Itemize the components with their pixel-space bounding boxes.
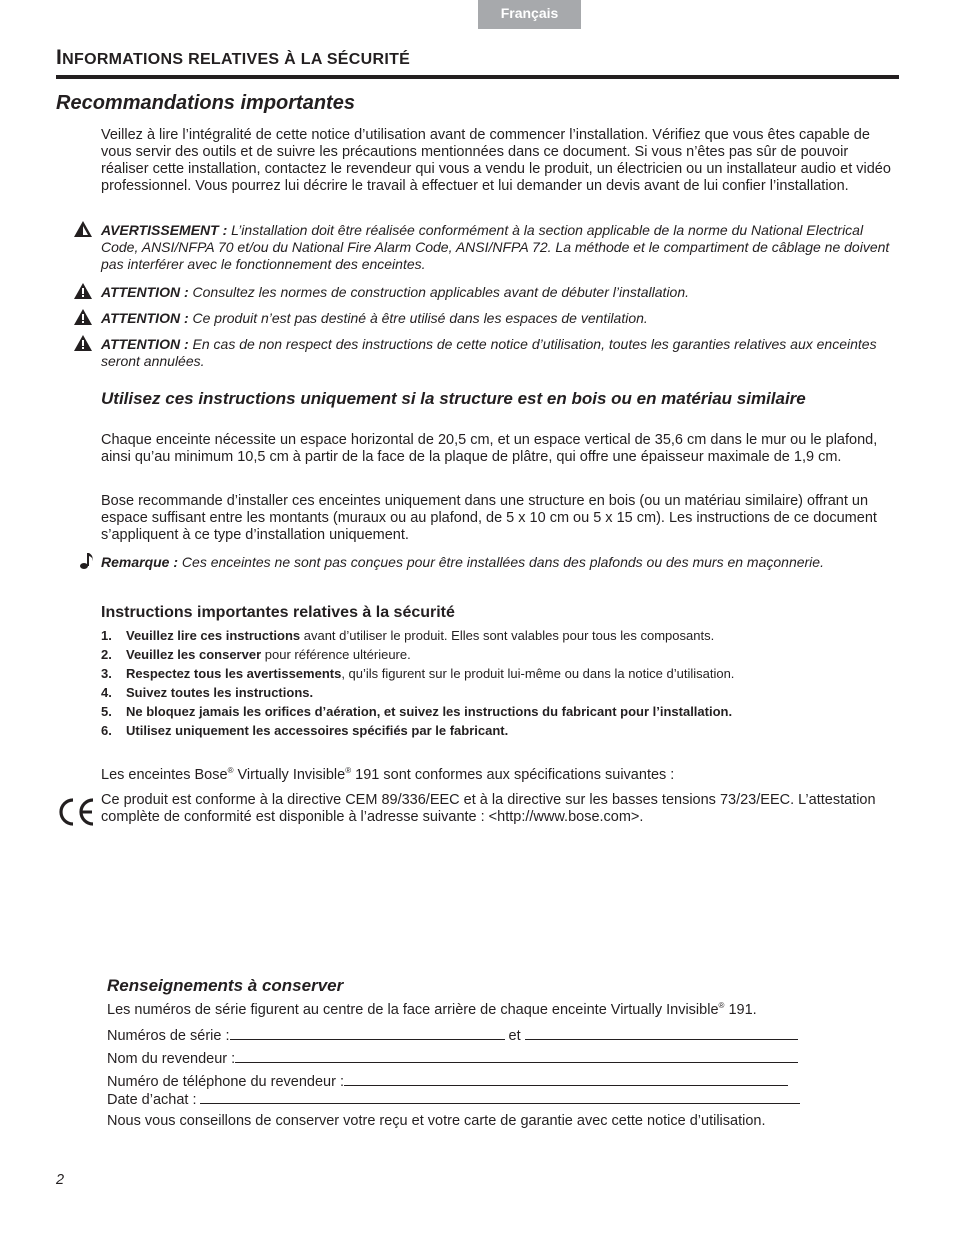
warning-text: L’installation doit être réalisée conformément à la section applicable de la norme du National Electrical Code, ANSI/NFPA 70 et/ou du National Fire Alarm Code, ANSI/NFPA 72. La méthode et le compartiment de câblage ne doivent pas interférer avec le fonctionnement des enceintes. — [101, 222, 890, 272]
caution-text: Consultez les normes de construction applicables avant de débuter l’installation. — [188, 284, 690, 300]
caution-text: En cas de non respect des instructions de cette notice d’utilisation, toutes les garanties relatives aux enceintes seront annulées. — [101, 336, 877, 369]
dealer-phone-field — [107, 1072, 788, 1091]
warning-installation — [101, 222, 896, 273]
space-requirements-paragraph: Chaque enceinte nécessite un espace horizontal de 20,5 cm, et un espace vertical de 35,6 cm dans le mur ou le plafond, ainsi qu’au minimum 10,5 cm à partir de la face de la plaque de plâtre, qui offre une épaisseur maximale de 1,9 cm. — [101, 432, 878, 465]
caution-label: ATTENTION : — [101, 310, 189, 326]
list-item: 1. Veuillez lire ces instructions avant d’utiliser le produit. Elles sont valables pour tous les composants. — [101, 628, 715, 643]
page-title — [56, 46, 410, 70]
serial-number-blank-2[interactable] — [525, 1026, 798, 1040]
list-item: 3. Respectez tous les avertissements, qu’ils figurent sur le produit lui-même ou dans la notice d’utilisation. — [101, 666, 735, 681]
list-item: 2. Veuillez les conserver pour référence ultérieure. — [101, 647, 411, 662]
masonry-note — [101, 554, 896, 571]
caution-building-codes — [101, 284, 896, 301]
caution-warranty — [101, 336, 896, 370]
caution-icon — [73, 282, 93, 300]
title-rest: NFORMATIONS RELATIVES À LA SÉCURITÉ — [62, 51, 411, 68]
serial-number-blank-1[interactable] — [230, 1026, 505, 1040]
ce-conformity-text: Ce produit est conforme à la directive CEM 89/336/EEC et à la directive sur les basses tensions 73/23/EEC. L’attestation complète de conformité est disponible à l’adresse suivante : <http://www.bose.com>. — [101, 792, 876, 825]
language-tab: Français — [478, 0, 581, 29]
serial-location-text: Les numéros de série figurent au centre de la face arrière de chaque enceinte Virtually Invisible® 191. — [107, 1001, 757, 1018]
date-label: Date d’achat : — [107, 1092, 197, 1108]
caution-label: ATTENTION : — [101, 336, 189, 352]
section-heading-recommendations: Recommandations importantes — [56, 92, 355, 114]
caution-text: Ce produit n’est pas destiné à être utilisé dans les espaces de ventilation. — [188, 310, 648, 326]
section-heading-wood-structure: Utilisez ces instructions uniquement si la structure est en bois ou en matériau similaire — [101, 389, 806, 408]
caution-icon — [73, 308, 93, 326]
note-label: Remarque : — [101, 554, 179, 570]
intro-paragraph: Veillez à lire l’intégralité de cette notice d’utilisation avant de commencer l’installation. Vérifiez que vous êtes capable de vous servir des outils et de suivre les précautions mentionnées dans ce document. Si vous n’êtes pas sûr de pouvoir réaliser cette installation, contactez le revendeur qui vous a vendu le produit, un électricien ou un installateur audio et vidéo professionnel. Vous pourrez lui décrire le travail à effectuer et lui demander un devis avant de lui confier l’installation. — [101, 127, 891, 194]
records-heading: Renseignements à conserver — [107, 976, 344, 995]
music-note-icon — [78, 552, 98, 570]
bose-recommendation-paragraph: Bose recommande d’installer ces enceintes uniquement dans une structure en bois (ou un matériau similaire) offrant un espace suffisant entre les montants (muraux ou au plafond, de 5 x 10 cm ou 5 x 15 cm). Les instructions de ce document s’appliquent à ce type d’installation uniquement. — [101, 493, 877, 543]
note-text: Ces enceintes ne sont pas conçues pour être installées dans des plafonds ou des murs en maçonnerie. — [178, 554, 824, 570]
conformity-intro: Les enceintes Bose® Virtually Invisible® 191 sont conformes aux spécifications suivantes : — [101, 766, 675, 783]
warning-label: AVERTISSEMENT : — [101, 222, 228, 238]
purchase-date-field — [107, 1090, 800, 1109]
purchase-date-blank[interactable] — [200, 1090, 800, 1104]
keep-receipt-text: Nous vous conseillons de conserver votre reçu et votre carte de garantie avec cette notice d’utilisation. — [107, 1113, 766, 1129]
dealer-name-field — [107, 1049, 798, 1068]
serial-label: Numéros de série : — [107, 1028, 230, 1044]
list-item: 5. Ne bloquez jamais les orifices d’aération, et suivez les instructions du fabricant pour l’installation. — [101, 704, 733, 719]
ce-mark-icon — [55, 797, 97, 827]
safety-instructions-heading: Instructions importantes relatives à la sécurité — [101, 604, 455, 621]
dealer-name-blank[interactable] — [235, 1049, 798, 1063]
title-rule — [56, 75, 899, 79]
warning-triangle-icon — [73, 220, 93, 238]
caution-icon — [73, 334, 93, 352]
caution-label: ATTENTION : — [101, 284, 189, 300]
list-item: 6. Utilisez uniquement les accessoires spécifiés par le fabricant. — [101, 723, 509, 738]
safety-instructions-list — [101, 627, 896, 741]
title-initial: I — [56, 46, 63, 69]
list-item: 4. Suivez toutes les instructions. — [101, 685, 314, 700]
phone-label: Numéro de téléphone du revendeur : — [107, 1074, 344, 1090]
caution-ventilation — [101, 310, 896, 327]
dealer-phone-blank[interactable] — [344, 1072, 788, 1086]
dealer-label: Nom du revendeur : — [107, 1051, 236, 1067]
page-number: 2 — [56, 1172, 65, 1188]
serial-number-field: Numéros de série : et — [107, 1026, 798, 1045]
